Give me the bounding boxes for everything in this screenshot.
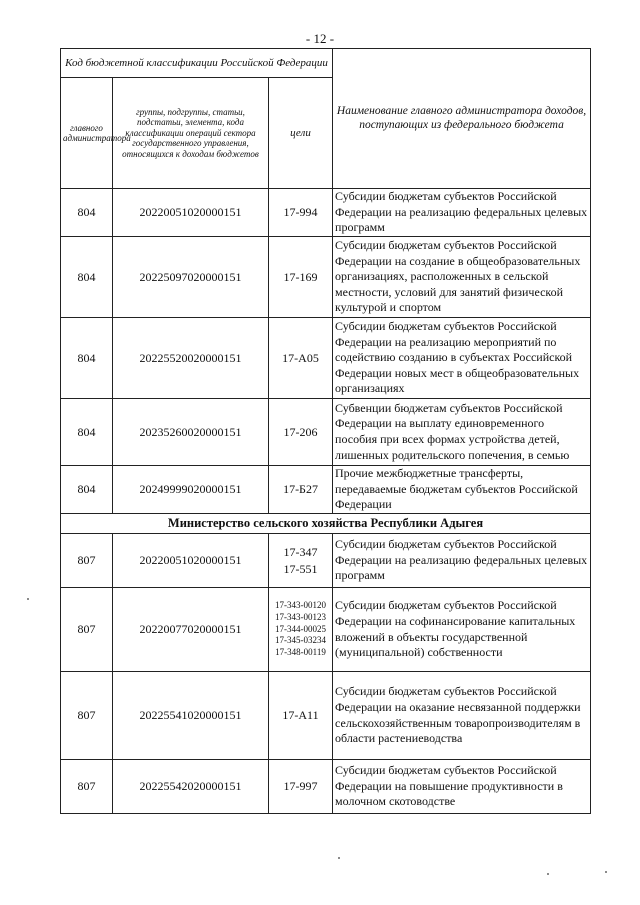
goal-code: 17-347	[283, 544, 318, 559]
header-goal: цели	[269, 78, 333, 189]
goal-code-cell	[269, 588, 333, 672]
table-row	[61, 588, 591, 672]
scan-speck	[605, 871, 607, 873]
goal-code: 17-A05	[282, 350, 319, 365]
scan-speck	[338, 857, 340, 859]
admin-code-cell: 804	[61, 318, 113, 399]
classification-code-cell: 20225542020000151	[113, 760, 269, 814]
admin-code-cell: 807	[61, 760, 113, 814]
goal-code-cell	[269, 672, 333, 760]
administrator-name-cell: Субсидии бюджетам субъектов Российской Федерации на повышение продуктивности в молочном скотоводстве	[333, 760, 591, 814]
goal-code: 17-994	[283, 205, 318, 219]
budget-classification-table	[60, 48, 591, 814]
admin-code-cell: 807	[61, 534, 113, 588]
table-row	[61, 534, 591, 588]
classification-code-cell: 20220077020000151	[113, 588, 269, 672]
classification-code-cell: 20249999020000151	[113, 466, 269, 514]
goal-code: 17-345-03234	[275, 635, 326, 646]
goal-code: 17-206	[283, 424, 318, 439]
goal-code: 17-551	[283, 561, 318, 576]
goal-code-cell	[269, 466, 333, 514]
classification-code-cell: 20225097020000151	[113, 237, 269, 318]
goal-code-cell	[269, 760, 333, 814]
goal-code-cell	[269, 318, 333, 399]
administrator-name-cell: Субсидии бюджетам субъектов Российской Федерации на оказание несвязанной поддержки сельскохозяйственным товаропроизводителям в области растениеводства	[333, 672, 591, 760]
admin-code-cell: 804	[61, 189, 113, 237]
header-group-code: группы, подгруппы, статьи, подстатьи, элемента, кода классификации операций сектора государственного управления, относящихся к доходам бюджетов	[113, 78, 269, 189]
header-admin-code: главного администратора	[61, 78, 113, 189]
administrator-name-cell: Субсидии бюджетам субъектов Российской Федерации на создание в общеобразовательных организациях, расположенных в сельской местности, условий для занятий физической культурой и спортом	[333, 237, 591, 318]
goal-code: 17-344-00025	[275, 623, 326, 634]
classification-code-cell: 20220051020000151	[113, 534, 269, 588]
goal-code: 17-Б27	[283, 482, 318, 496]
header-admin-name: Наименование главного администратора доходов, поступающих из федерального бюджета	[333, 49, 591, 189]
administrator-name-cell: Субсидии бюджетам субъектов Российской Федерации на реализацию федеральных целевых программ	[333, 189, 591, 237]
header-classification-code: Код бюджетной классификации Российской Федерации	[61, 49, 333, 78]
table-row	[61, 318, 591, 399]
table-row	[61, 672, 591, 760]
goal-code: 17-348-00119	[275, 647, 326, 658]
goal-code-cell	[269, 534, 333, 588]
administrator-name-cell: Субсидии бюджетам субъектов Российской Федерации на реализацию мероприятий по содействию созданию в субъектах Российской Федерации новых мест в общеобразовательных организациях	[333, 318, 591, 399]
admin-code-cell: 804	[61, 399, 113, 466]
admin-code-cell: 804	[61, 466, 113, 514]
administrator-name-cell: Субсидии бюджетам субъектов Российской Федерации на реализацию федеральных целевых программ	[333, 534, 591, 588]
table-row	[61, 189, 591, 237]
classification-code-cell: 20225520020000151	[113, 318, 269, 399]
admin-code-cell: 807	[61, 588, 113, 672]
table-row	[61, 399, 591, 466]
administrator-name-cell: Субвенции бюджетам субъектов Российской Федерации на выплату единовременного пособия при всех формах устройства детей, лишенных родительского попечения, в семью	[333, 399, 591, 466]
classification-code-cell: 20225541020000151	[113, 672, 269, 760]
goal-code: 17-169	[283, 269, 318, 284]
admin-code-cell: 807	[61, 672, 113, 760]
goal-code: 17-343-00123	[275, 611, 326, 622]
table-row	[61, 237, 591, 318]
goal-code-cell	[269, 237, 333, 318]
admin-code-cell: 804	[61, 237, 113, 318]
goal-code: 17-A11	[282, 708, 319, 722]
scan-speck	[547, 873, 549, 875]
classification-code-cell: 20235260020000151	[113, 399, 269, 466]
administrator-name-cell: Прочие межбюджетные трансферты, передаваемые бюджетам субъектов Российской Федерации	[333, 466, 591, 514]
section-title-agriculture-ministry: Министерство сельского хозяйства Республики Адыгея	[61, 514, 591, 534]
table-row	[61, 760, 591, 814]
scan-speck	[27, 598, 29, 600]
goal-code: 17-343-00120	[275, 600, 326, 611]
classification-code-cell: 20220051020000151	[113, 189, 269, 237]
goal-code-cell	[269, 189, 333, 237]
goal-code-cell	[269, 399, 333, 466]
goal-code: 17-997	[283, 779, 318, 793]
table-row	[61, 466, 591, 514]
page-number: - 12 -	[305, 31, 335, 46]
administrator-name-cell: Субсидии бюджетам субъектов Российской Федерации на софинансирование капитальных вложений в объекты государственной (муниципальной) собственности	[333, 588, 591, 672]
